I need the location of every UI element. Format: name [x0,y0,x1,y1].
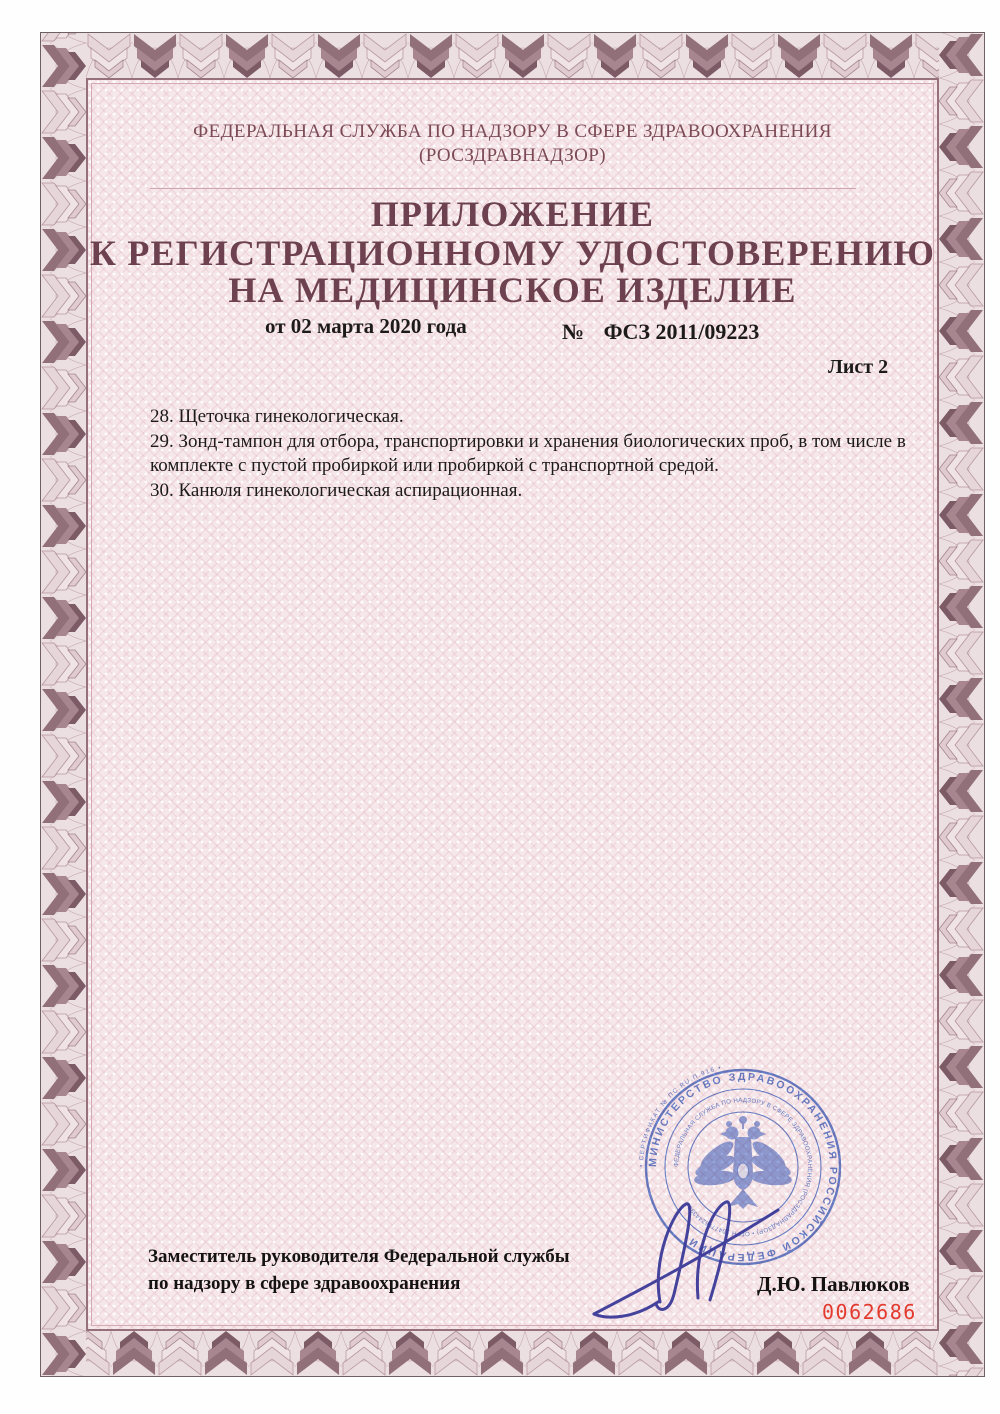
border-band-left [40,32,86,1377]
stamp-micro-ring-text: • СЕРТИФИКАТ № ПС.RU.П.916 • [637,1064,723,1168]
signer-name: Д.Ю. Павлюков [757,1272,910,1296]
signer-position [148,1243,648,1297]
sheet-number: Лист 2 [828,356,889,378]
list-item: 29. Зонд-тампон для отбора, транспортировки и хранения биологических проб, в том числе в комплекте с пустой пробиркой или пробиркой с транспортной средой. [150,430,906,477]
doc-title-line1: ПРИЛОЖЕНИЕ [370,194,655,234]
agency-name-line1: ФЕДЕРАЛЬНАЯ СЛУЖБА ПО НАДЗОРУ В СФЕРЕ ЗДРАВООХРАНЕНИЯ [193,121,832,142]
number-sign: № [562,319,585,344]
list-item: 30. Канюля гинекологическая аспирационная. [150,479,523,501]
issue-date: от 02 марта 2020 года [265,314,467,338]
signer-position-line1: Заместитель руководителя Федеральной службы [148,1246,570,1267]
border-band-bottom [40,1331,985,1377]
item-list [150,405,906,503]
border-band-right [939,32,985,1377]
doc-title-line2: К РЕГИСТРАЦИОННОМУ УДОСТОВЕРЕНИЮ [89,233,936,273]
number-value: ФСЗ 2011/09223 [603,319,760,344]
border-band-top [40,32,985,78]
list-item: 28. Щеточка гинекологическая. [150,406,404,427]
stamp-inner-ring-text: ФЕДЕРАЛЬНАЯ СЛУЖБА ПО НАДЗОРУ В СФЕРЕ ЗДРАВООХРАНЕНИЯ (РОСЗДРАВНАДЗОР) • ОГРН 1047796244396 [672,1096,814,1238]
registration-number [562,319,759,345]
header-divider [150,188,856,189]
doc-title-line3: НА МЕДИЦИНСКОЕ ИЗДЕЛИЕ [228,270,797,310]
stamp-outer-ring-text: МИНИСТЕРСТВО ЗДРАВООХРАНЕНИЯ РОССИЙСКОЙ ФЕДЕРАЦИИ [646,1070,840,1264]
agency-name-line2: (РОСЗДРАВНАДЗОР) [418,145,606,166]
form-serial-number: 0062686 [822,1300,917,1324]
signer-position-line2: по надзору в сфере здравоохранения [148,1273,461,1294]
